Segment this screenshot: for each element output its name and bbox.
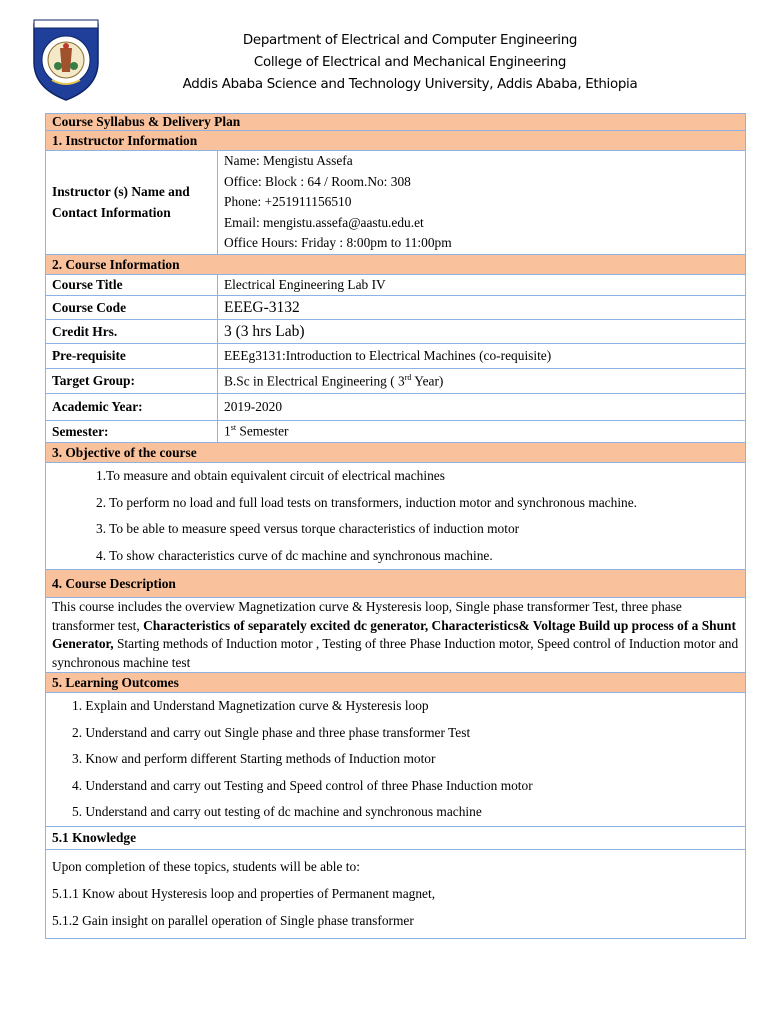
instructor-office-hours: Office Hours: Friday : 8:00pm to 11:00pm [224, 235, 452, 251]
instructor-label: Instructor (s) Name and Contact Information [46, 151, 218, 255]
academic-year-label: Academic Year: [46, 394, 218, 421]
description-intro: This course includes the overview Magnetization curve & Hysteresis loop, Single phase transformer Test, three phase transformer test, [52, 599, 682, 633]
knowledge-item: 5.1.1 Know about Hysteresis loop and properties of Permanent magnet, [52, 886, 436, 901]
knowledge-heading: 5.1 Knowledge [46, 826, 746, 849]
section-learning-outcomes: 5. Learning Outcomes [46, 673, 746, 693]
table-title: Course Syllabus & Delivery Plan [46, 114, 746, 131]
course-title-value: Electrical Engineering Lab IV [218, 275, 746, 296]
semester-value [218, 421, 746, 443]
target-group-suffix: Year) [411, 373, 444, 389]
course-code-value: EEEG-3132 [218, 296, 746, 320]
objective-item: 3. To be able to measure speed versus torque characteristics of induction motor [96, 521, 520, 536]
outcome-item: 3. Know and perform different Starting methods of Induction motor [72, 751, 436, 766]
target-group-text: B.Sc in Electrical Engineering ( 3 [224, 373, 405, 389]
objective-item: 1.To measure and obtain equivalent circuit of electrical machines [96, 468, 445, 483]
university-line: Addis Ababa Science and Technology University, Addis Ababa, Ethiopia [182, 77, 638, 92]
course-code-label: Course Code [46, 296, 218, 320]
course-title-label: Course Title [46, 275, 218, 296]
semester-label: Semester: [46, 421, 218, 443]
description-rest: Starting methods of Induction motor , Testing of three Phase Induction motor, Speed control of Induction motor and synchronous machine test [52, 636, 739, 670]
semester-ordinal: st [230, 423, 237, 433]
knowledge-list [46, 849, 746, 938]
outcome-item: 1. Explain and Understand Magnetization curve & Hysteresis loop [72, 698, 429, 713]
credit-hours-label: Credit Hrs. [46, 320, 218, 344]
knowledge-item: 5.1.2 Gain insight on parallel operation of Single phase transformer [52, 913, 414, 928]
target-group-ordinal: rd [404, 372, 412, 382]
objectives-list [46, 463, 746, 570]
credit-hours-value: 3 (3 hrs Lab) [218, 320, 746, 344]
target-group-label: Target Group: [46, 369, 218, 394]
outcome-item: 2. Understand and carry out Single phase and three phase transformer Test [72, 724, 471, 740]
instructor-name: Name: Mengistu Assefa [224, 153, 353, 169]
outcome-item: 4. Understand and carry out Testing and Speed control of three Phase Induction motor [72, 777, 533, 793]
target-group-value [218, 369, 746, 394]
semester-number: 1 [224, 423, 231, 439]
semester-suffix: Semester [236, 423, 289, 439]
document-header [0, 14, 768, 104]
section-course-info: 2. Course Information [46, 255, 746, 275]
section-objective: 3. Objective of the course [46, 443, 746, 463]
section-instructor-info: 1. Instructor Information [46, 131, 746, 151]
department-line: Department of Electrical and Computer Engineering [242, 33, 578, 48]
instructor-email: Email: mengistu.assefa@aastu.edu.et [224, 214, 424, 230]
instructor-contact [218, 151, 746, 255]
knowledge-intro: Upon completion of these topics, students will be able to: [52, 859, 360, 874]
section-course-description: 4. Course Description [46, 570, 746, 598]
instructor-office: Office: Block : 64 / Room.No: 308 [224, 173, 411, 189]
description-bold: Characteristics of separately excited dc generator, Characteristics& Voltage Build up process of a Shunt Generator, [52, 617, 736, 651]
instructor-phone: Phone: +251911156510 [224, 194, 352, 210]
syllabus-table [45, 113, 746, 939]
prerequisite-value: EEEg3131:Introduction to Electrical Machines (co-requisite) [218, 344, 746, 369]
learning-outcomes-list [46, 693, 746, 827]
objective-item: 2. To perform no load and full load tests on transformers, induction motor and synchronous machine. [96, 494, 638, 510]
academic-year-value: 2019-2020 [218, 394, 746, 421]
objective-item: 4. To show characteristics curve of dc machine and synchronous machine. [96, 547, 493, 563]
university-logo [30, 18, 102, 102]
outcome-item: 5. Understand and carry out testing of dc machine and synchronous machine [72, 804, 482, 819]
course-description [46, 598, 746, 673]
prerequisite-label: Pre-requisite [46, 344, 218, 369]
college-line: College of Electrical and Mechanical Engineering [253, 55, 567, 70]
